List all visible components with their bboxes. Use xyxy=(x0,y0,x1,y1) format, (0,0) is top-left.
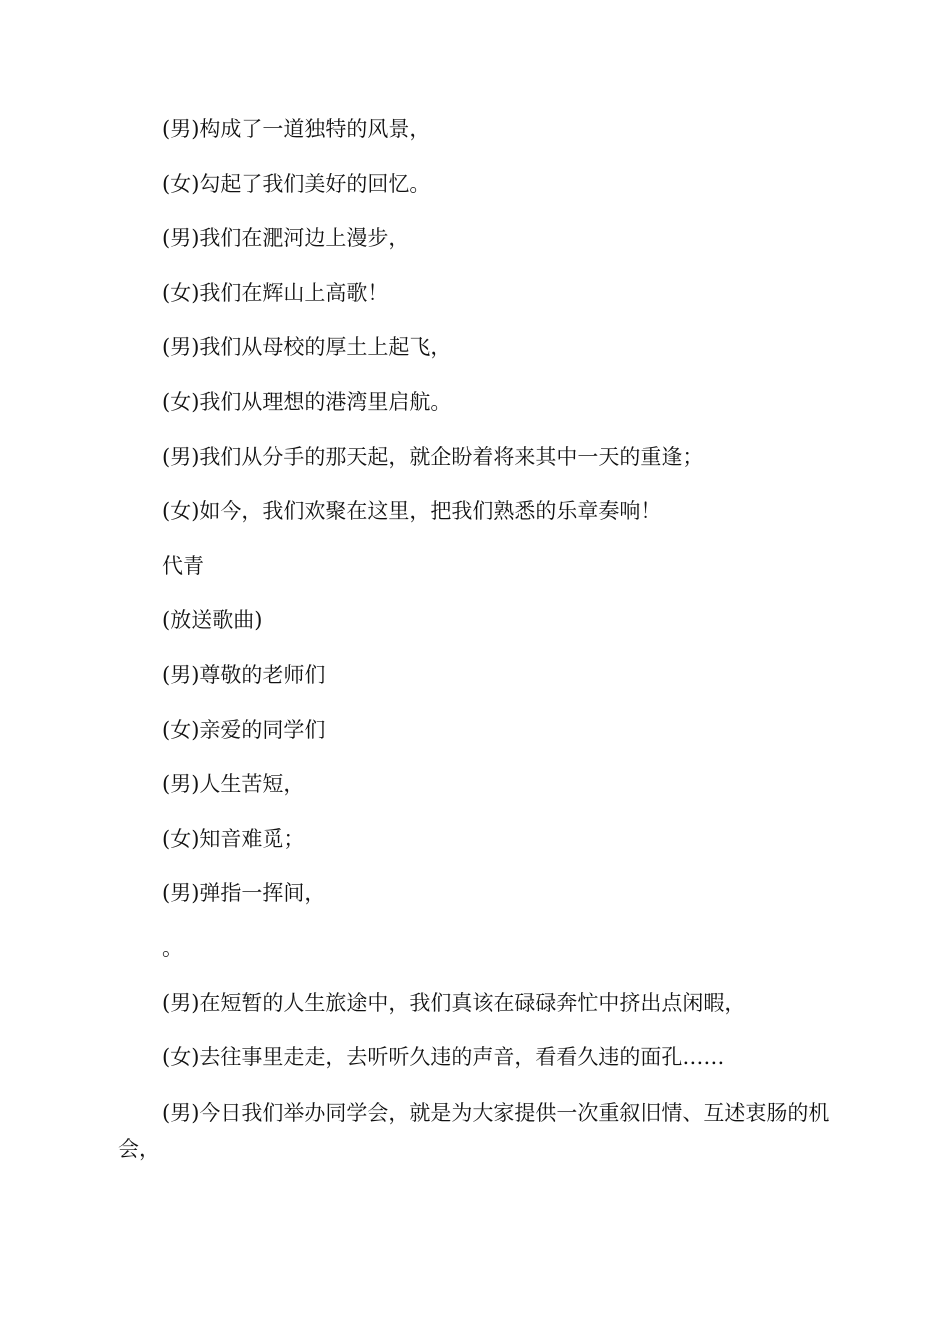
text-line: (女)去往事里走走，去听听久违的声音，看看久违的面孔…… xyxy=(162,1045,725,1070)
text-line: (放送歌曲) xyxy=(162,608,263,633)
document-body xyxy=(118,112,833,1167)
text-line: 。 xyxy=(162,935,183,960)
text-line: (女)如今，我们欢聚在这里，把我们熟悉的乐章奏响！ xyxy=(162,499,662,524)
text-line: (男)我们从母校的厚土上起飞， xyxy=(162,335,452,360)
text-line: (女)勾起了我们美好的回忆。 xyxy=(162,171,431,196)
text-line: (男)尊敬的老师们 xyxy=(162,662,326,687)
text-line: (女)我们在辉山上高歌！ xyxy=(162,280,389,305)
text-line: (女)亲爱的同学们 xyxy=(162,717,326,742)
text-line: (女)知音难觅； xyxy=(162,826,305,851)
text-line: (男)我们在淝河边上漫步， xyxy=(162,226,410,251)
text-line: (男)在短暂的人生旅途中，我们真该在碌碌奔忙中挤出点闲暇， xyxy=(162,990,746,1015)
text-line: 代青 xyxy=(162,553,204,578)
text-line: (男)构成了一道独特的风景， xyxy=(162,117,431,141)
text-line: (女)我们从理想的港湾里启航。 xyxy=(162,389,452,414)
text-line: (男)我们从分手的那天起，就企盼着将来其中一天的重逢； xyxy=(162,444,704,469)
text-line: (男)人生苦短， xyxy=(162,772,305,797)
last-paragraph: (男)今日我们举办同学会，就是为大家提供一次重叙旧情、互述衷肠的机会， xyxy=(118,1100,830,1161)
text-line: (男)弹指一挥间， xyxy=(162,881,326,906)
